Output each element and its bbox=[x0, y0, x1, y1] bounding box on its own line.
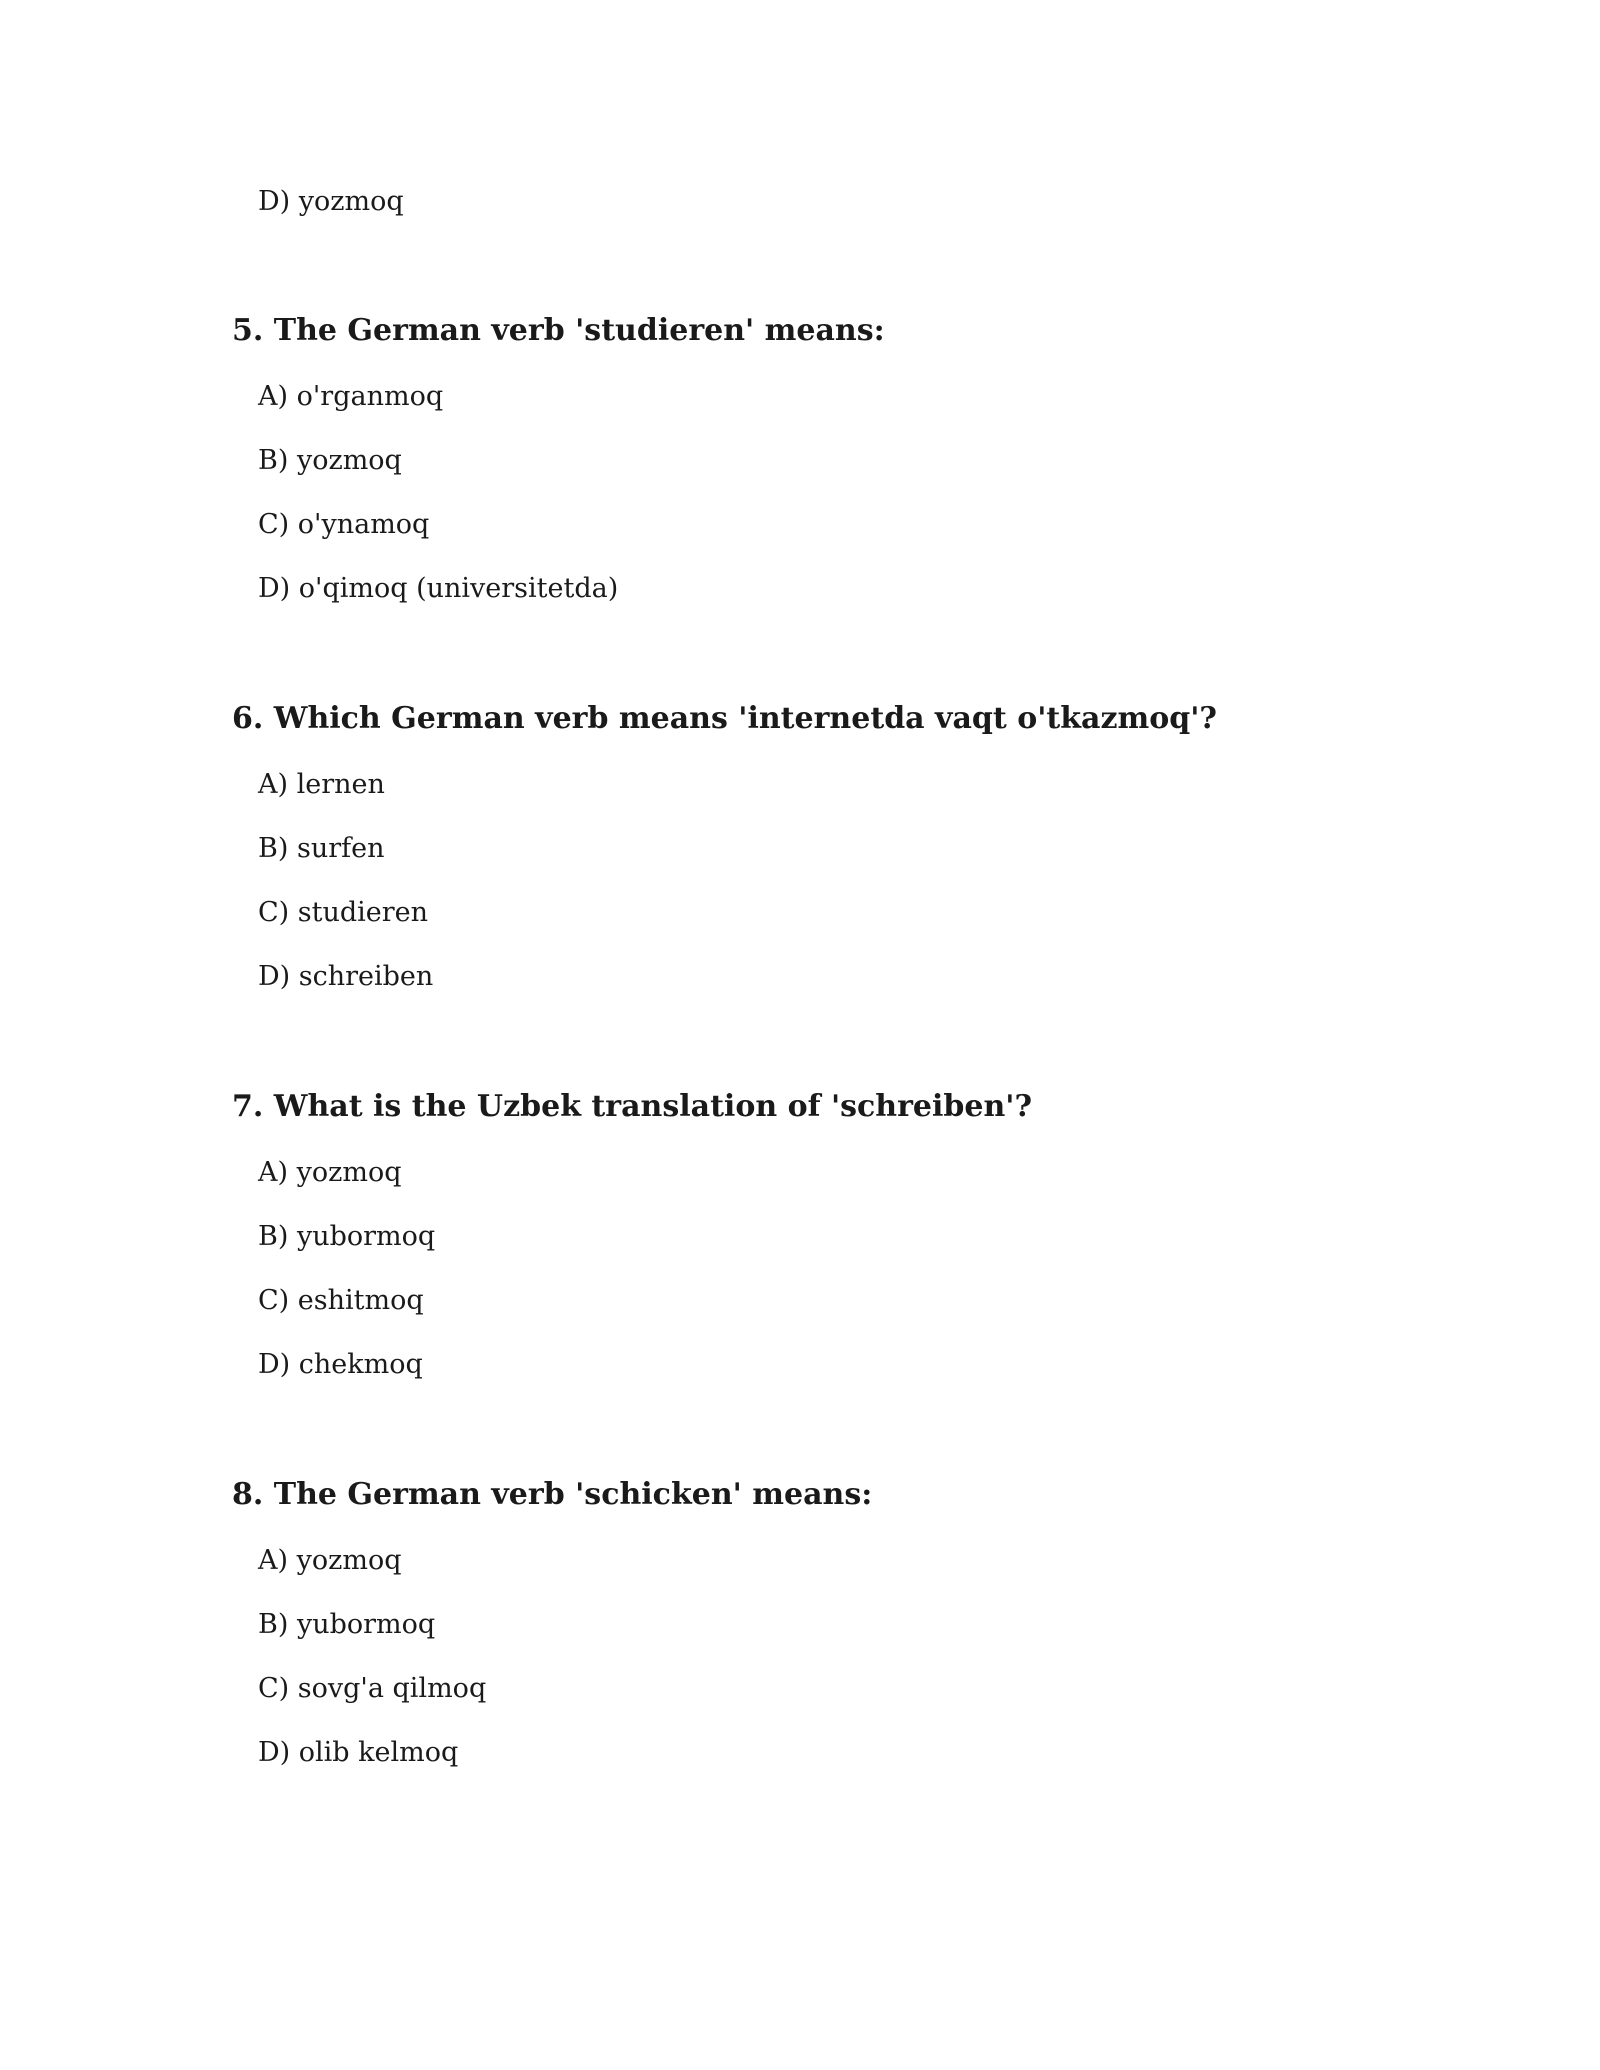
question-7-option-c: C) eshitmoq bbox=[258, 1285, 424, 1316]
question-8-option-a: A) yozmoq bbox=[258, 1545, 402, 1576]
question-6-option-b: B) surfen bbox=[258, 833, 385, 864]
question-6-title: 6. Which German verb means 'internetda vaqt o'tkazmoq'? bbox=[232, 701, 1218, 736]
question-5-option-c: C) o'ynamoq bbox=[258, 509, 430, 540]
question-5-option-d: D) o'qimoq (universitetda) bbox=[258, 573, 619, 604]
question-8-option-c: C) sovg'a qilmoq bbox=[258, 1673, 487, 1704]
question-5-option-a: A) o'rganmoq bbox=[258, 381, 444, 412]
question-6-option-c: C) studieren bbox=[258, 897, 429, 928]
question-8-option-b: B) yubormoq bbox=[258, 1609, 436, 1640]
question-6-option-a: A) lernen bbox=[258, 769, 385, 800]
question-6-option-d: D) schreiben bbox=[258, 961, 434, 992]
question-8-title: 8. The German verb 'schicken' means: bbox=[232, 1477, 873, 1512]
continued-option-d: D) yozmoq bbox=[258, 186, 404, 217]
question-5-title: 5. The German verb 'studieren' means: bbox=[232, 313, 885, 348]
question-7-option-d: D) chekmoq bbox=[258, 1349, 423, 1380]
question-7-option-a: A) yozmoq bbox=[258, 1157, 402, 1188]
question-7-option-b: B) yubormoq bbox=[258, 1221, 436, 1252]
question-5-option-b: B) yozmoq bbox=[258, 445, 402, 476]
question-8-option-d: D) olib kelmoq bbox=[258, 1737, 459, 1768]
question-7-title: 7. What is the Uzbek translation of 'schreiben'? bbox=[232, 1089, 1033, 1124]
